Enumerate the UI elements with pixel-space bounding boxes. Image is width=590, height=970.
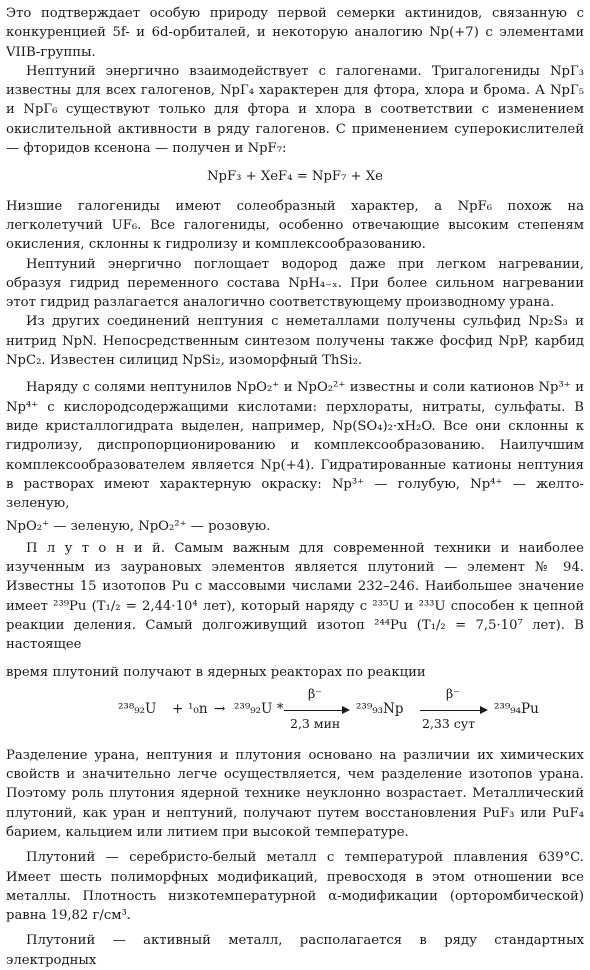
paragraph-hydride: Нептуний энергично поглощает водород даже при легком нагревании, образуя гидрид переменного состава NpH₄₋ₓ. При более сильном нагревании этот гидрид разлагается аналогично соответствующему производному урана. (6, 256, 584, 311)
reaction-uranium-239: ²³⁹₉₂U * (234, 700, 284, 717)
reaction-beta-label-2: β⁻ (446, 685, 460, 701)
paragraph-reaction-intro: время плутоний получают в ядерных реакторах по реакции (6, 664, 426, 680)
reaction-halflife-label-1: 2,3 мин (290, 715, 341, 731)
reaction-arrow-3-shaft (420, 710, 482, 711)
paragraph-separation: Разделение урана, нептуния и плутония основано на различии их химических свойств и значительно легче осуществляется, чем разделение изотопов урана. Поэтому роль плутония ядерной технике неуклонно возрастает. Металлический плутоний, как уран и нептуний, получают путем восстановления PuF₃ или PuF₄ барием, кальцием или литием при высокой температуре. (6, 747, 584, 840)
paragraph-properties: Плутоний — серебристо-белый металл с температурой плавления 639°C. Имеет шесть полиморфных модификаций, превосходя в этом отношении все металлы. Плотность низкотемпературной α-модификации (орторомбической) равна 19,82 г/см³. (6, 850, 584, 924)
nuclear-reaction-equation (6, 684, 584, 740)
formula-npf7-synthesis: NpF₃ + XeF₄ = NpF₇ + Xe (207, 169, 383, 185)
paragraph-nonmetals: Из других соединений нептуния с неметаллами получены сульфид Np₂S₃ и нитрид NpN. Непосредственным синтезом получены также фосфид NpP, карбид NpC₂. Известен силицид NpSi₂, изоморфный ThSi₂. (6, 314, 584, 369)
reaction-neutron: ¹₀n (188, 700, 208, 717)
paragraph-actinides-intro: Это подтверждает особую природу первой семерки актинидов, связанную с конкуренцией 5f- и 6d-орбиталей, и некоторую аналогию Np(+7) с элементами VIIB-группы. (6, 6, 584, 60)
document-page (6, 4, 584, 970)
paragraph-salts: Наряду с солями нептунилов NpO₂⁺ и NpO₂²⁺ известны и соли катионов Np³⁺ и Np⁴⁺ с кислородсодержащими кислотами: перхлораты, нитраты, сульфаты. В виде кристаллогидрата выделен, например, Np(SO₄)₂·xH₂O. Все они склонны к гидролизу, диспропорционированию и комплексообразованию. Наилучшим комплексообразователем является Np(+4). Гидратированные катионы нептуния в растворах имеют характерную окраску: Np³⁺ — голубую, Np⁴⁺ — желто-зеленую, (6, 380, 584, 512)
reaction-plutonium-239: ²³⁹₉₄Pu (494, 700, 539, 717)
paragraph-lower-halides: Низшие галогениды имеют солеобразный характер, а NpF₆ похож на легколетучий UF₆. Все галогениды, особенно отвечающие высоким степеням окисления, склонны к гидролизу и комплексообразованию. (6, 198, 584, 253)
paragraph-halogens: Нептуний энергично взаимодействует с галогенами. Тригалогениды NpГ₃ известны для всех галогенов, NpГ₄ характерен для фтора, хлора и брома. А NpГ₅ и NpГ₆ существуют только для фтора и хлора в соответствии с изменением окислительной активности в ряду галогенов. С применением суперокислителей — фторидов ксенона — получен и NpF₇: (6, 63, 584, 157)
reaction-neptunium-239: ²³⁹₉₃Np (356, 700, 404, 717)
paragraph-activity: Плутоний — активный металл, располагается в ряду стандартных электродных (6, 933, 584, 968)
paragraph-neptunyl-colors: NpO₂⁺ — зеленую, NpO₂²⁺ — розовую. (6, 519, 271, 535)
reaction-arrow-2-head (342, 706, 350, 714)
reaction-halflife-label-2: 2,33 сут (422, 715, 476, 731)
reaction-arrow-3-head (480, 706, 488, 714)
reaction-arrow-1: → (214, 700, 226, 717)
reaction-plus-sign: + (172, 700, 184, 717)
reaction-beta-label-1: β⁻ (308, 685, 322, 701)
reaction-arrow-2-shaft (284, 710, 344, 711)
paragraph-plutonium: П л у т о н и й. Самым важным для современной техники и наиболее изученным из заурановых элементов является плутоний — элемент № 94. Известны 15 изотопов Pu с массовыми числами 232–246. Наибольшее значение имеет ²³⁹Pu (T₁/₂ = 2,44·10⁴ лет), который наряду с ²³⁵U и ²³³U способен к цепной реакции деления. Самый долгоживущий изотоп ²⁴⁴Pu (T₁/₂ = 7,5·10⁷ лет). В настоящее (6, 540, 584, 653)
reaction-uranium-238: ²³⁸₉₂U (118, 700, 157, 717)
